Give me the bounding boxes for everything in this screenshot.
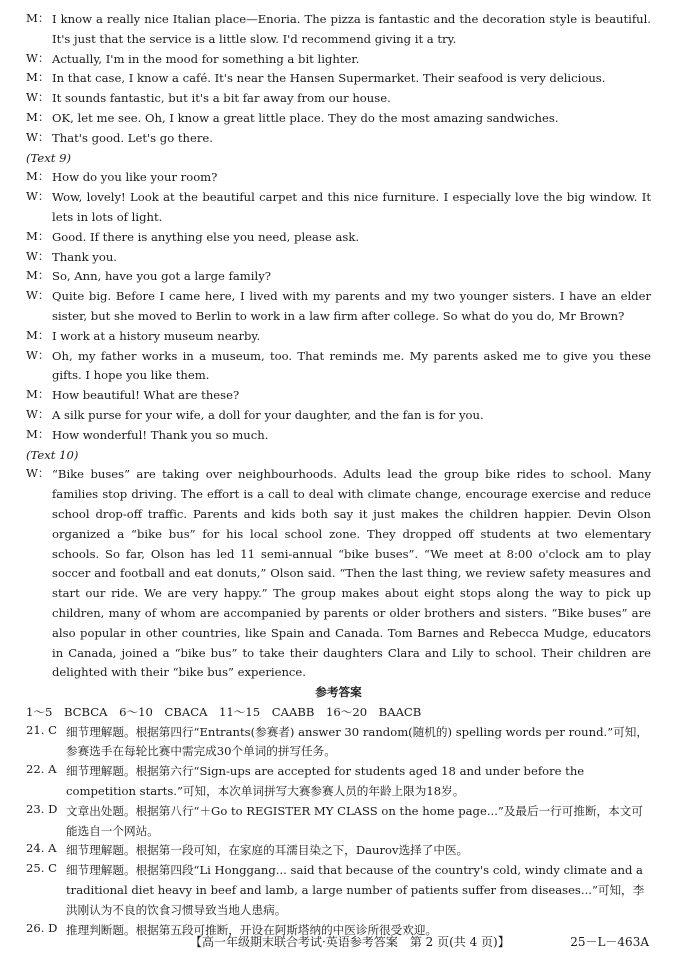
question-number: 23. D: [26, 801, 58, 816]
dialog-text: Actually, I'm in the mood for something a bit lighter.: [52, 51, 360, 66]
speaker-label: M：: [26, 70, 50, 85]
speaker-label: M：: [26, 387, 50, 402]
passage-text: “Bike buses” are taking over neighbourhoods. Adults lead the group bike rides to school. Many families stop driving. The effort is a call to deal with climate change, encourage exercise and reduce school drop-off traffic. Parents and kids both say it just makes the children happier. Devin Olson organized a “bike bus” for his local school zone. They dropped off students at two elementary schools. So far, Olson has led 11 semi-annual “bike buses”. “We meet at 8:00 o'clock am to play soccer and football and eat donuts,” Olson said. “Then the last thing, we review safety measures and start our ride. We are very happy.” The group makes about eight stops along the way to pick up children, many of whom are accompanied by parents or older brothers and sisters. “Bike buses” are also popular in other countries, like Spain and Canada. Tom Barnes and Rebecca Mudge, educators in Canada, joined a “bike bus” to take their daughters Clara and Lily to school. Their children are delighted with their “bike bus” experience.: [52, 467, 651, 680]
dialog-line: [26, 69, 651, 89]
question-explanation: [26, 861, 651, 920]
speaker-label: W：: [26, 129, 50, 144]
dialog-line: [26, 168, 651, 188]
dialog-text: Wow, lovely! Look at the beautiful carpet and this nice furniture. I especially love the big window. It lets in lots of light.: [52, 190, 651, 224]
question-explanation: [26, 802, 651, 842]
explanation-text: 细节理解题。根据第六行“Sign-ups are accepted for students aged 18 and under before the competition starts.”可知，本次单词拼写大赛参赛人员的年龄上限为18岁。: [66, 764, 585, 799]
speaker-label: M：: [26, 169, 50, 184]
question-number: 21. C: [26, 722, 57, 737]
speaker-label: W：: [26, 406, 50, 421]
dialog-text: Quite big. Before I came here, I lived with my parents and my two younger sisters. I have an elder sister, but she moved to Berlin to work in a law firm after college. So what do you do, Mr Brown?: [52, 289, 651, 323]
dialog-text: How wonderful! Thank you so much.: [52, 427, 269, 442]
dialog-text: How beautiful! What are these?: [52, 388, 240, 403]
text10-passage: [26, 465, 651, 683]
dialog-line: [26, 267, 651, 287]
dialog-text: Good. If there is anything else you need, please ask.: [52, 229, 360, 244]
dialog-section-2: [26, 168, 651, 445]
explanation-text: 文章出处题。根据第八行“＋Go to REGISTER MY CLASS on the home page...”及最后一行可推断，本文可能选自一个网站。: [66, 803, 643, 838]
speaker-label: M：: [26, 327, 50, 342]
question-number: 24. A: [26, 841, 57, 856]
question-number: 26. D: [26, 920, 58, 935]
dialog-line: [26, 129, 651, 149]
dialog-line: [26, 287, 651, 327]
dialog-line: [26, 386, 651, 406]
footer-code: 25－L－463A: [570, 935, 649, 949]
explanation-text: 细节理解题。根据第四段“Li Honggang... said that because of the country's cold, windy climate and a traditional diet heavy in beef and lamb, a large number of patients suffer from diseases...”可知，李洪刚认为不良的饮食习惯导致当地人患病。: [66, 863, 645, 917]
dialog-text: Oh, my father works in a museum, too. That reminds me. My parents asked me to give you these gifts. I hope you like them.: [52, 348, 651, 383]
dialog-line: [26, 50, 651, 70]
question-explanation: [26, 723, 651, 763]
footer-title: 【高一年级期末联合考试·英语参考答案 第 2 页(共 4 页)】: [190, 935, 510, 949]
dialog-text: It sounds fantastic, but it's a bit far away from our house.: [52, 91, 391, 106]
dialog-line: [26, 228, 651, 248]
speaker-label: W：: [26, 347, 50, 362]
text10-label: (Text 10): [26, 447, 79, 462]
question-number: 25. C: [26, 861, 57, 876]
question-number: 22. A: [26, 762, 57, 777]
speaker-label: M：: [26, 109, 50, 124]
question-explanation: [26, 841, 651, 861]
dialog-line: [26, 426, 651, 446]
dialog-line: [26, 188, 651, 228]
text9-label: (Text 9): [26, 150, 71, 165]
speaker-label: W：: [26, 189, 50, 204]
dialog-text: A silk purse for your wife, a doll for your daughter, and the fan is for you.: [52, 407, 484, 422]
dialog-line: [26, 248, 651, 268]
dialog-line: [26, 109, 651, 129]
speaker-label: W：: [26, 288, 50, 303]
answer-explanations: [26, 723, 651, 941]
dialog-text: Thank you.: [52, 249, 117, 264]
dialog-line: [26, 406, 651, 426]
dialog-line: [26, 89, 651, 109]
dialog-line: [26, 347, 651, 387]
speaker-label: W：: [26, 466, 50, 481]
speaker-label: M：: [26, 228, 50, 243]
speaker-label: W：: [26, 248, 50, 263]
speaker-label: M：: [26, 426, 50, 441]
dialog-section-1: [26, 10, 651, 149]
question-explanation: [26, 762, 651, 802]
explanation-text: 推理判断题。根据第五段可推断，开设在阿斯塔纳的中医诊所很受欢迎。: [66, 922, 438, 937]
speaker-label: M：: [26, 268, 50, 283]
dialog-line: [26, 327, 651, 347]
answers-heading: 参考答案: [315, 685, 362, 700]
dialog-text: OK, let me see. Oh, I know a great little place. They do the most amazing sandwiches.: [52, 110, 559, 125]
answer-key: 1～5 BCBCA 6～10 CBACA 11～15 CAABB 16～20 BAACB: [26, 704, 422, 719]
explanation-text: 细节理解题。根据第四行“Entrants(参赛者) answer 30 random(随机的) spelling words per round.”可知，参赛选手在每轮比赛中需完成30个单词的拼写任务。: [66, 724, 648, 759]
dialog-line: [26, 10, 651, 50]
dialog-text: I work at a history museum nearby.: [52, 328, 261, 343]
speaker-label: W：: [26, 50, 50, 65]
page-footer: [0, 933, 677, 953]
dialog-text: How do you like your room?: [52, 170, 218, 185]
dialog-text: That's good. Let's go there.: [52, 130, 213, 145]
dialog-text: I know a really nice Italian place—Enoria. The pizza is fantastic and the decoration style is beautiful. It's just that the service is a little slow. I'd recommend giving it a try.: [52, 12, 651, 46]
explanation-text: 细节理解题。根据第一段可知，在家庭的耳濡目染之下，Daurov选择了中医。: [66, 843, 469, 858]
speaker-label: W：: [26, 90, 50, 105]
dialog-text: So, Ann, have you got a large family?: [52, 269, 271, 284]
speaker-label: M：: [26, 11, 50, 25]
dialog-text: In that case, I know a café. It's near the Hansen Supermarket. Their seafood is very delicious.: [52, 71, 606, 86]
